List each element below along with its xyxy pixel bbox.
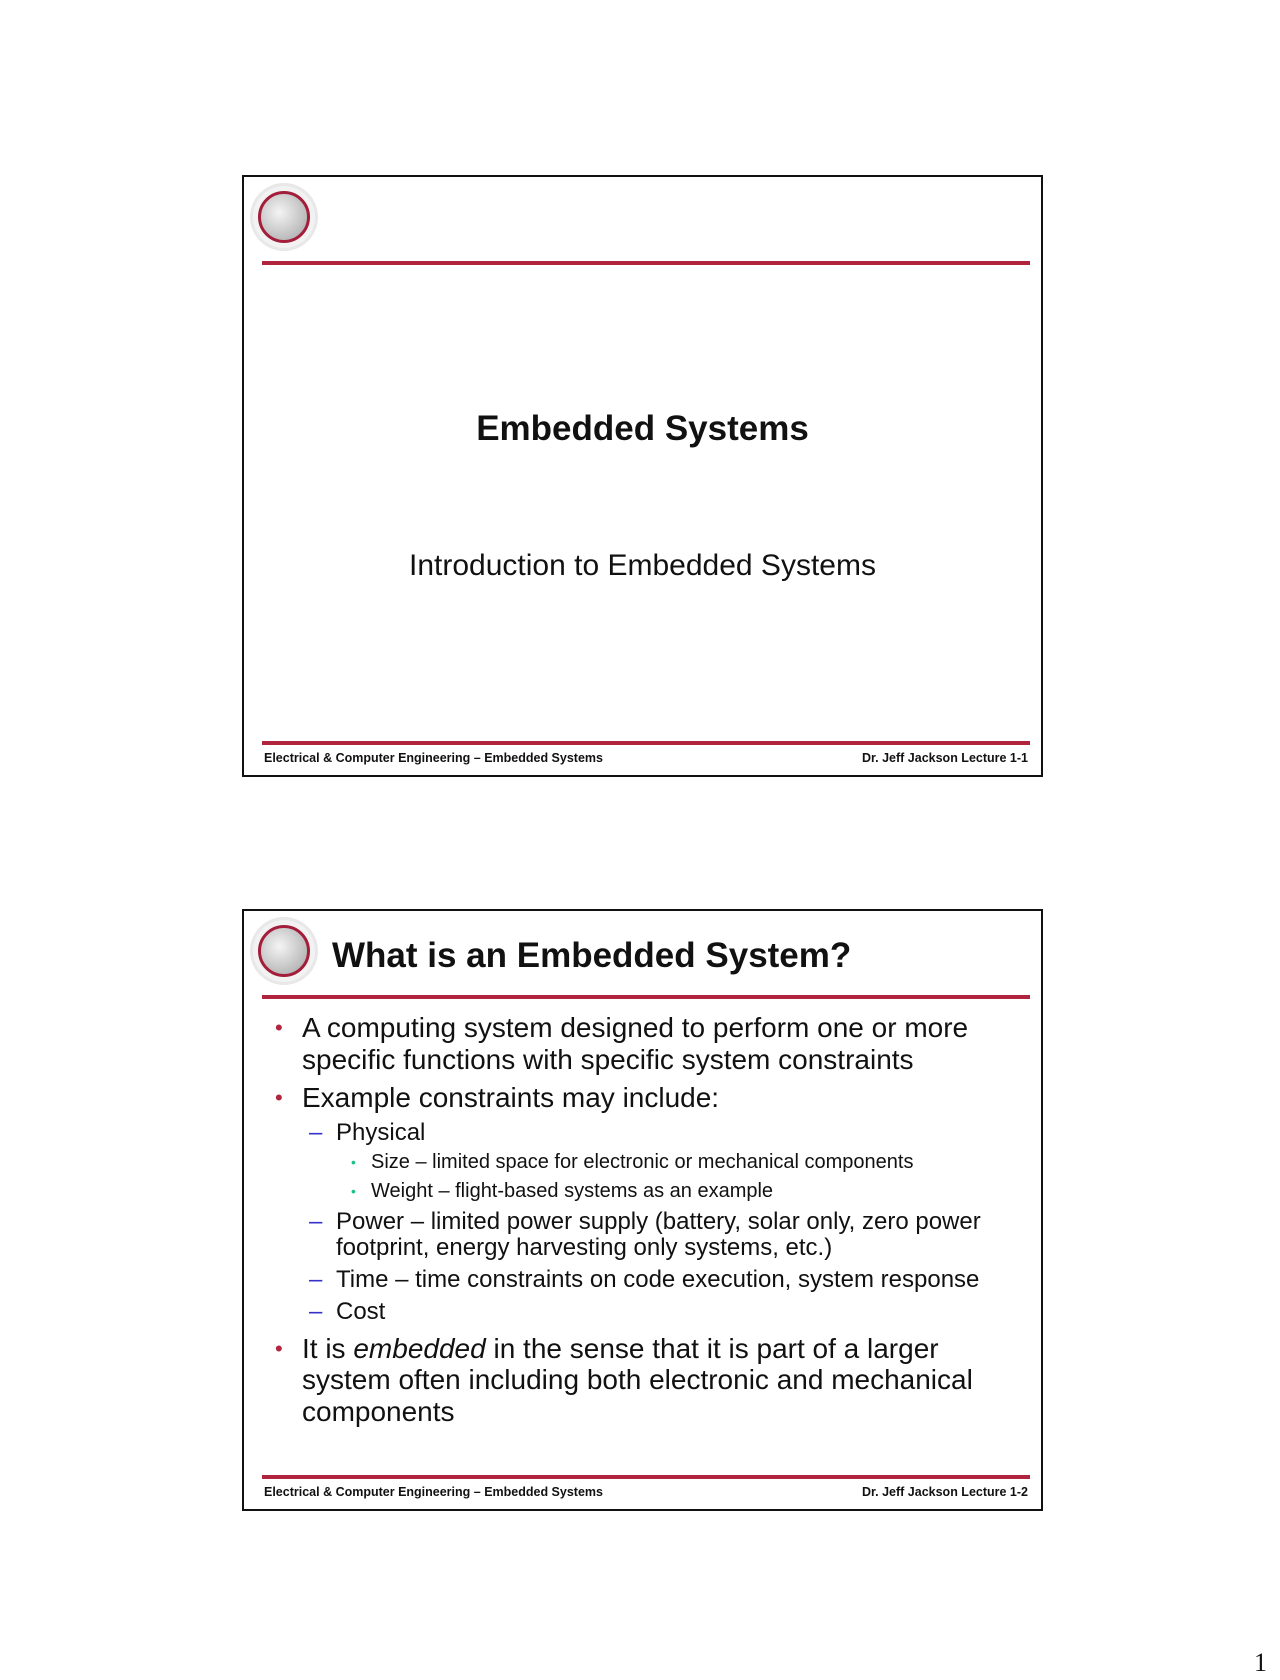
sub-bullet: – Cost xyxy=(309,1298,386,1325)
slide-subtitle: Introduction to Embedded Systems xyxy=(409,549,876,582)
sub-sub-bullet: • Weight – flight-based systems as an example xyxy=(351,1180,774,1202)
bullet-cont: specific functions with specific system constraints xyxy=(302,1044,914,1075)
footer-lecture: Dr. Jeff Jackson Lecture 1-2 xyxy=(861,1485,1028,1499)
header-rule xyxy=(262,995,1030,999)
slide-1 xyxy=(242,175,1043,777)
header-rule xyxy=(262,261,1030,265)
university-logo-icon xyxy=(258,925,310,977)
sub-bullet: – Power – limited power supply (battery, solar only, zero power xyxy=(309,1208,981,1235)
slide-title: Embedded Systems xyxy=(476,409,809,448)
slide-footer xyxy=(264,1485,1028,1499)
footer-course: Electrical & Computer Engineering – Embedded Systems xyxy=(264,1485,603,1499)
bullet-cont: components xyxy=(302,1396,455,1427)
slide-2 xyxy=(242,909,1043,1511)
sub-bullet-cont: footprint, energy harvesting only systems, etc.) xyxy=(336,1234,833,1261)
bullet: • Example constraints may include: xyxy=(275,1082,720,1113)
footer-lecture: Dr. Jeff Jackson Lecture 1-1 xyxy=(861,751,1028,765)
slide-title: What is an Embedded System? xyxy=(332,936,852,975)
bullet: • A computing system designed to perform one or more xyxy=(275,1012,969,1043)
footer-course: Electrical & Computer Engineering – Embedded Systems xyxy=(264,751,603,765)
sub-bullet: – Time – time constraints on code execution, system response xyxy=(309,1266,980,1293)
slide-footer xyxy=(264,751,1028,765)
sub-sub-bullet: • Size – limited space for electronic or mechanical components xyxy=(351,1151,914,1173)
footer-rule xyxy=(262,741,1030,745)
bullet: • It is embedded in the sense that it is part of a larger xyxy=(275,1333,939,1364)
university-logo-icon xyxy=(258,191,310,243)
bullet-cont: system often including both electronic and mechanical xyxy=(302,1364,973,1395)
sub-bullet: – Physical xyxy=(309,1119,426,1146)
footer-rule xyxy=(262,1475,1030,1479)
page-number: 1 xyxy=(1254,1648,1267,1677)
